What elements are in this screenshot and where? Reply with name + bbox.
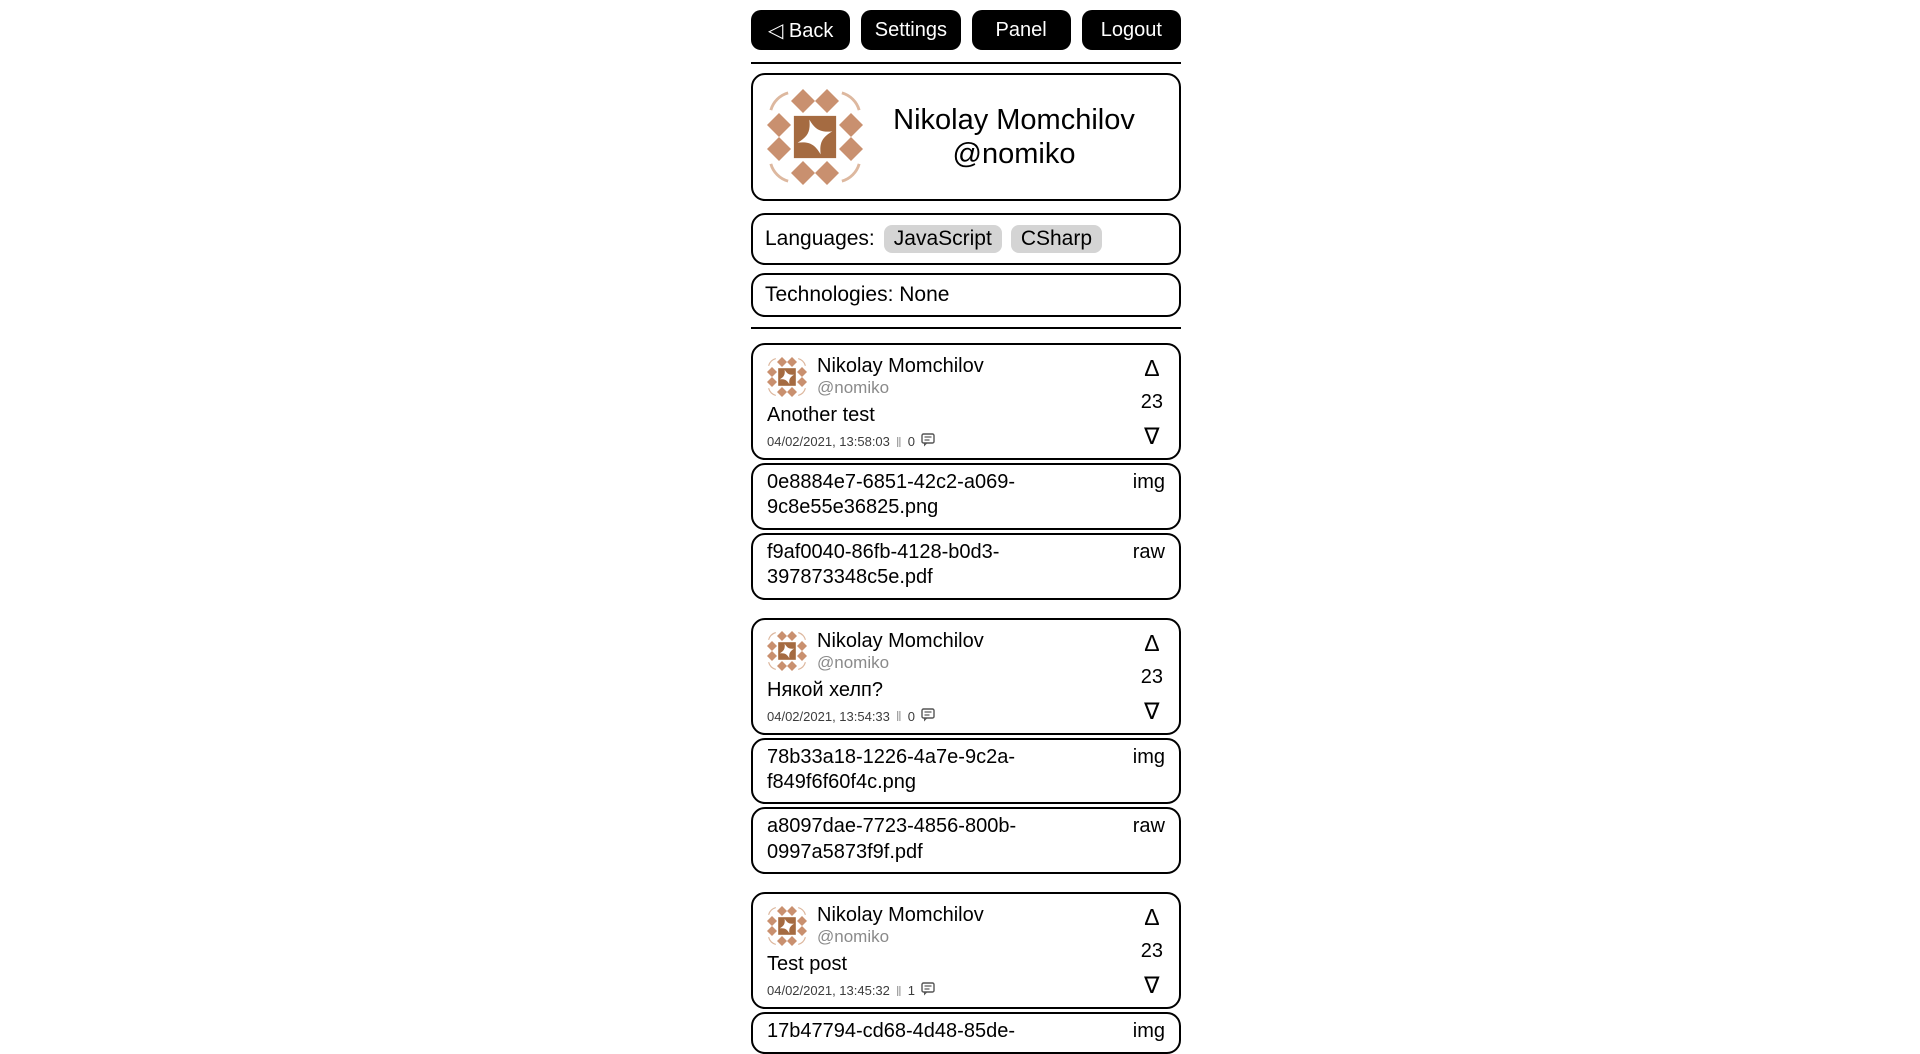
attachment-filename: f9af0040-86fb-4128-b0d3-397873348c5e.pdf: [767, 540, 1000, 589]
comment-count: 1: [907, 983, 915, 999]
meta-separator: ‖: [895, 982, 902, 999]
attachment-type-badge: raw: [1132, 815, 1165, 838]
attachment-type-badge: img: [1132, 1020, 1165, 1043]
technologies-card: [751, 273, 1181, 317]
post-card[interactable]: [751, 618, 1181, 735]
top-nav: [751, 10, 1181, 50]
attachment-row[interactable]: [751, 807, 1181, 874]
post-card[interactable]: [751, 343, 1181, 460]
downvote-button[interactable]: ∇: [1144, 697, 1160, 724]
comment-count: 0: [907, 434, 915, 449]
post-author-handle: @nomiko: [817, 927, 890, 947]
profile-page: [751, 0, 1181, 1054]
meta-separator: ‖: [895, 708, 902, 725]
technologies-label: Technologies: None: [765, 283, 950, 306]
attachment-filename: 17b47794-cd68-4d48-85de-: [767, 1020, 1015, 1043]
profile-avatar: [767, 89, 863, 185]
comment-count: 0: [907, 708, 915, 724]
divider-posts: [751, 327, 1181, 329]
post-author-avatar: [767, 357, 807, 397]
language-chip: CSharp: [1011, 225, 1102, 253]
post-author-name: Nikolay Momchilov: [817, 355, 984, 377]
post-timestamp: 04/02/2021, 13:45:32: [767, 983, 890, 999]
attachment-row[interactable]: [751, 1012, 1181, 1053]
post-author-name: Nikolay Momchilov: [817, 904, 984, 927]
comment-icon: [921, 708, 935, 725]
post-title: Някой хелп?: [767, 678, 883, 701]
post-author-avatar: [767, 906, 807, 946]
post-timestamp: 04/02/2021, 13:54:33: [767, 708, 890, 724]
upvote-button[interactable]: Δ: [1144, 629, 1160, 656]
post-author-handle: @nomiko: [817, 652, 890, 672]
languages-card: [751, 213, 1181, 265]
upvote-button[interactable]: Δ: [1144, 904, 1160, 931]
post-author-avatar: [767, 631, 807, 671]
post-author-name: Nikolay Momchilov: [817, 629, 984, 652]
vote-count: 23: [1140, 391, 1163, 413]
profile-name: Nikolay Momchilov: [893, 103, 1135, 136]
posts-list: [751, 343, 1181, 1054]
attachment-filename: 0e8884e7-6851-42c2-a069-9c8e55e36825.png: [767, 471, 1015, 519]
downvote-button[interactable]: ∇: [1144, 972, 1160, 999]
profile-card: [751, 73, 1181, 201]
language-chip: JavaScript: [884, 225, 1002, 253]
downvote-button[interactable]: ∇: [1144, 423, 1160, 449]
attachments-list: [751, 738, 1181, 875]
comment-icon: [921, 982, 935, 999]
post-group: [751, 618, 1181, 875]
divider-top: [751, 62, 1181, 64]
post-title: Another test: [767, 404, 875, 426]
back-button[interactable]: ◁ Back: [751, 10, 850, 50]
post-title: Test post: [767, 953, 848, 976]
attachment-type-badge: raw: [1132, 540, 1165, 563]
attachment-filename: a8097dae-7723-4856-800b-0997a5873f9f.pdf: [767, 815, 1017, 863]
attachment-filename: 78b33a18-1226-4a7e-9c2a-f849f6f60f4c.png: [767, 745, 1015, 793]
settings-button[interactable]: Settings: [861, 10, 960, 50]
post-timestamp: 04/02/2021, 13:58:03: [767, 434, 890, 449]
attachment-row[interactable]: [751, 738, 1181, 805]
attachments-list: [751, 1012, 1181, 1053]
attachment-row[interactable]: [751, 533, 1181, 600]
logout-button[interactable]: Logout: [1082, 10, 1181, 50]
post-card[interactable]: [751, 892, 1181, 1009]
attachment-type-badge: img: [1132, 471, 1165, 493]
post-author-handle: @nomiko: [817, 378, 890, 397]
attachment-type-badge: img: [1132, 745, 1165, 768]
comment-icon: [921, 433, 935, 450]
vote-count: 23: [1140, 665, 1163, 688]
attachments-list: [751, 463, 1181, 600]
panel-button[interactable]: Panel: [972, 10, 1071, 50]
post-group: [751, 343, 1181, 600]
meta-separator: ‖: [895, 433, 902, 450]
post-group: [751, 892, 1181, 1053]
upvote-button[interactable]: Δ: [1144, 355, 1160, 381]
languages-label: Languages:: [765, 227, 875, 250]
profile-handle: @nomiko: [952, 138, 1076, 170]
vote-count: 23: [1140, 940, 1163, 963]
attachment-row[interactable]: [751, 463, 1181, 530]
